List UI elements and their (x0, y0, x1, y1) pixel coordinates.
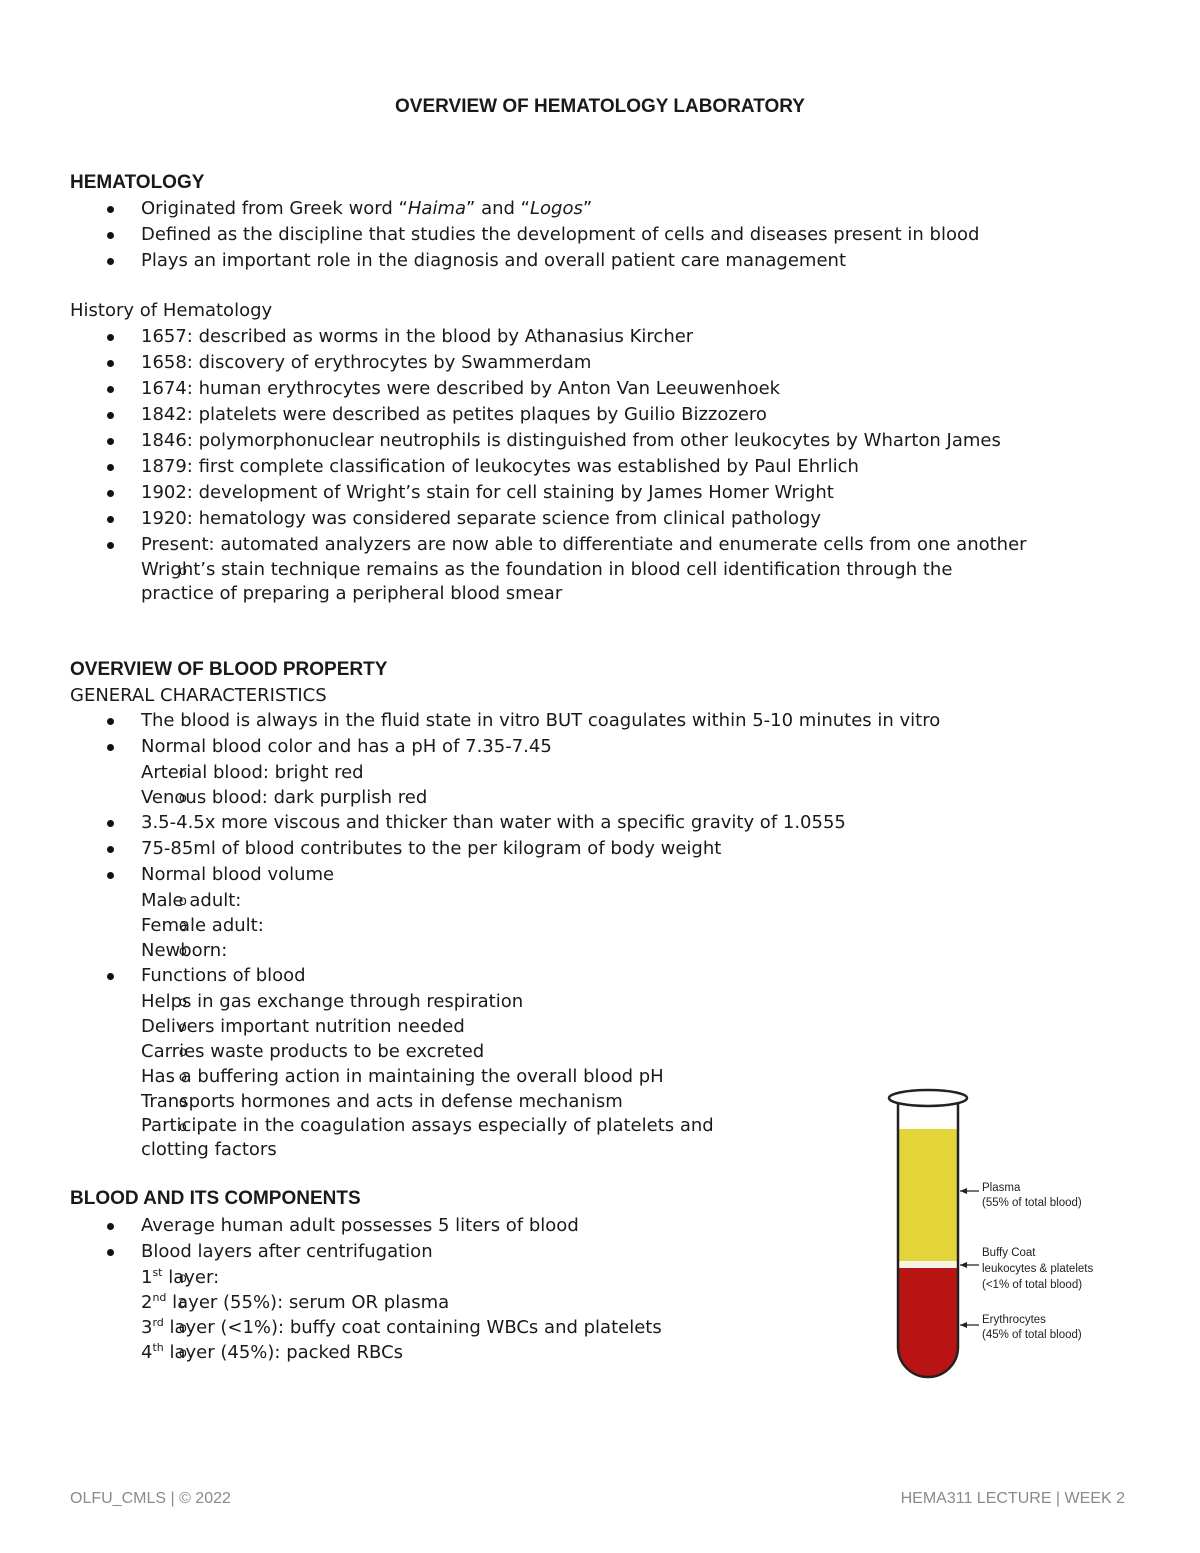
sub-list-item: o Newborn: (71, 938, 1130, 963)
list-item: The blood is always in the fluid state in vitro BUT coagulates within 5-10 minutes in vitro (0, 708, 1130, 734)
history-list (0, 324, 1130, 606)
sub-list-item: o Carries waste products to be excreted (71, 1039, 1130, 1064)
list-item: Defined as the discipline that studies the development of cells and diseases present in blood (0, 222, 1130, 248)
sub-list (141, 888, 1130, 963)
tube-rim (889, 1090, 967, 1106)
list-item: 1902: development of Wright’s stain for cell staining by James Homer Wright (0, 480, 1130, 506)
sub-list-item: o Transports hormones and acts in defense mechanism (71, 1089, 1130, 1114)
list-item: Plays an important role in the diagnosis and overall patient care management (0, 248, 1130, 274)
sub-list-item: o Female adult: (71, 913, 1130, 938)
plasma-layer (898, 1129, 958, 1261)
list-item: 1879: first complete classification of leukocytes was established by Paul Ehrlich (0, 454, 1130, 480)
buffy-coat-label: Buffy Coat (982, 1247, 1036, 1259)
sub-list-item: o 2nd layer (55%): serum OR plasma (71, 1290, 1130, 1315)
sub-list-item: o Delivers important nutrition needed (71, 1014, 1130, 1039)
sub-list-item: o 1st layer: (71, 1265, 1130, 1290)
list-item: Functions of blood o Helps in gas exchange through respiration o Delivers important nutrition needed o Carries waste products to be excreted o Has a buffering action in maintaining the overall blood pH o Transports hormones and acts in defense mechanism o Participate in the coagulation assays especially of platelets and clotting factors (0, 963, 1130, 1162)
hematology-list (0, 196, 1130, 274)
list-item: 75-85ml of blood contributes to the per kilogram of body weight (0, 836, 1130, 862)
list-item: Normal blood color and has a pH of 7.35-7.45 o Arterial blood: bright red o Venous blood: dark purplish red (0, 734, 1130, 810)
plasma-label: Plasma (982, 1182, 1021, 1194)
sub-list-item: o Arterial blood: bright red (71, 760, 1130, 785)
footer-left: OLFU_CMLS | © 2022 (70, 1490, 231, 1507)
sub-list-item: o Wright’s stain technique remains as the foundation in blood cell identification through the practice of preparing a peripheral blood smear (71, 558, 1130, 606)
list-item: 1920: hematology was considered separate science from clinical pathology (0, 506, 1130, 532)
buffy-coat-percentage: (<1% of total blood) (982, 1279, 1083, 1291)
history-heading: History of Hematology (70, 300, 273, 321)
centrifuged-blood-tube-figure (880, 1085, 1120, 1385)
erythrocyte-arrow (960, 1322, 979, 1328)
sub-list-item: o 3rd layer (<1%): buffy coat containing WBCs and platelets (71, 1315, 1130, 1340)
list-item: 1658: discovery of erythrocytes by Swammerdam (0, 350, 1130, 376)
buffy-coat-layer (898, 1261, 958, 1268)
list-item: 1846: polymorphonuclear neutrophils is distinguished from other leukocytes by Wharton James (0, 428, 1130, 454)
erythrocyte-layer (898, 1268, 958, 1377)
plasma-arrow (960, 1188, 979, 1194)
erythrocytes-label: Erythrocytes (982, 1314, 1046, 1326)
sub-list (141, 760, 1130, 810)
sub-list-item: o Has a buffering action in maintaining the overall blood pH (71, 1064, 1130, 1089)
sub-list (141, 558, 1130, 606)
buffy-coat-arrow (960, 1262, 979, 1268)
sub-list-item: o 4th layer (45%): packed RBCs (71, 1340, 1130, 1365)
list-item: 1657: described as worms in the blood by Athanasius Kircher (0, 324, 1130, 350)
plasma-percentage: (55% of total blood) (982, 1197, 1082, 1209)
list-item: Blood layers after centrifugation o 1st layer: o 2nd layer (55%): serum OR plasma o 3rd layer (<1%): buffy coat containing WBCs and platelets o 4th layer (45%): packed RBCs (0, 1239, 1130, 1365)
sub-list-item: o Participate in the coagulation assays especially of platelets and clotting factors (71, 1114, 1130, 1162)
list-item: 1842: platelets were described as petites plaques by Guilio Bizzozero (0, 402, 1130, 428)
buffy-coat-description: leukocytes & platelets (982, 1263, 1094, 1275)
list-item: Originated from Greek word “Haima” and “Logos” (0, 196, 1130, 222)
list-item: 3.5-4.5x more viscous and thicker than water with a specific gravity of 1.0555 (0, 810, 1130, 836)
erythrocytes-percentage: (45% of total blood) (982, 1329, 1082, 1341)
list-item: Average human adult possesses 5 liters of blood (0, 1213, 1130, 1239)
footer-right: HEMA311 LECTURE | WEEK 2 (900, 1490, 1125, 1507)
general-characteristics-heading: GENERAL CHARACTERISTICS (70, 685, 327, 706)
section-heading-blood-property: OVERVIEW OF BLOOD PROPERTY (70, 659, 388, 680)
page-title: OVERVIEW OF HEMATOLOGY LABORATORY (395, 96, 805, 117)
sub-list-item: o Venous blood: dark purplish red (71, 785, 1130, 810)
sub-list-item: o Male adult: (71, 888, 1130, 913)
section-heading-hematology: HEMATOLOGY (70, 172, 205, 193)
list-item: 1674: human erythrocytes were described by Anton Van Leeuwenhoek (0, 376, 1130, 402)
list-item: Normal blood volume o Male adult: o Female adult: o Newborn: (0, 862, 1130, 963)
list-item: Present: automated analyzers are now able to differentiate and enumerate cells from one another o Wright’s stain technique remains as the foundation in blood cell identification through the practice of preparing a peripheral blood smear (0, 532, 1130, 606)
sub-list-item: o Helps in gas exchange through respiration (71, 989, 1130, 1014)
section-heading-components: BLOOD AND ITS COMPONENTS (70, 1188, 361, 1209)
